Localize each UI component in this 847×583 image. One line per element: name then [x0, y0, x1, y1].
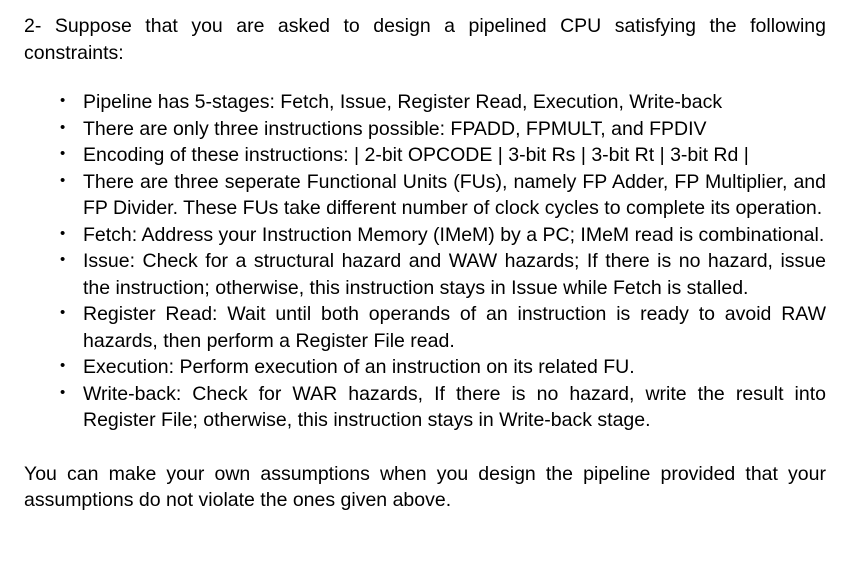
bullet-icon: •: [60, 118, 66, 136]
bullet-icon: •: [60, 224, 66, 242]
bullet-icon: •: [60, 251, 66, 268]
bullet-icon: •: [60, 304, 66, 321]
bullet-icon: •: [60, 145, 66, 162]
bullet-icon: •: [60, 171, 66, 189]
list-item-text: Encoding of these instructions: | 2-bit OPCODE | 3-bit Rs | 3-bit Rt | 3-bit Rd |: [83, 144, 749, 166]
list-item-text: Register Read: Wait until both operands of an instruction is ready to avoid RAW hazards, then perform a Register File read.: [83, 303, 826, 352]
question-intro: 2- Suppose that you are asked to design a pipelined CPU satisfying the following constraints:: [24, 15, 826, 64]
list-item-text: Issue: Check for a structural hazard and WAW hazards; If there is no hazard, issue the instruction; otherwise, this instruction stays in Issue while Fetch is stalled.: [83, 250, 826, 299]
bullet-icon: •: [60, 357, 66, 374]
closing-paragraph: You can make your own assumptions when you design the pipeline provided that your assumptions do not violate the ones given above.: [24, 462, 826, 511]
list-item: [24, 354, 826, 381]
list-item-text: Execution: Perform execution of an instruction on its related FU.: [83, 356, 635, 378]
list-item: [24, 169, 826, 222]
list-item: [24, 381, 826, 434]
list-item: [24, 222, 826, 249]
list-item-text: There are only three instructions possible: FPADD, FPMULT, and FPDIV: [83, 117, 707, 140]
bullet-icon: •: [60, 92, 66, 109]
list-item: [24, 142, 826, 169]
list-item: [24, 116, 826, 143]
bullet-icon: •: [60, 383, 66, 401]
list-item: [24, 301, 826, 354]
list-item: [24, 89, 826, 116]
list-item-text: Write-back: Check for WAR hazards, If there is no hazard, write the result into Register File; otherwise, this instruction stays in Write-back stage.: [83, 382, 826, 431]
list-item-text: Fetch: Address your Instruction Memory (IMeM) by a PC; IMeM read is combinational.: [83, 223, 825, 246]
list-item-text: Pipeline has 5-stages: Fetch, Issue, Register Read, Execution, Write-back: [83, 91, 723, 113]
constraints-list: [24, 89, 826, 434]
list-item-text: There are three seperate Functional Units (FUs), namely FP Adder, FP Multiplier, and FP Divider. These FUs take different number of clock cycles to complete its operation.: [83, 170, 826, 219]
list-item: [24, 248, 826, 301]
